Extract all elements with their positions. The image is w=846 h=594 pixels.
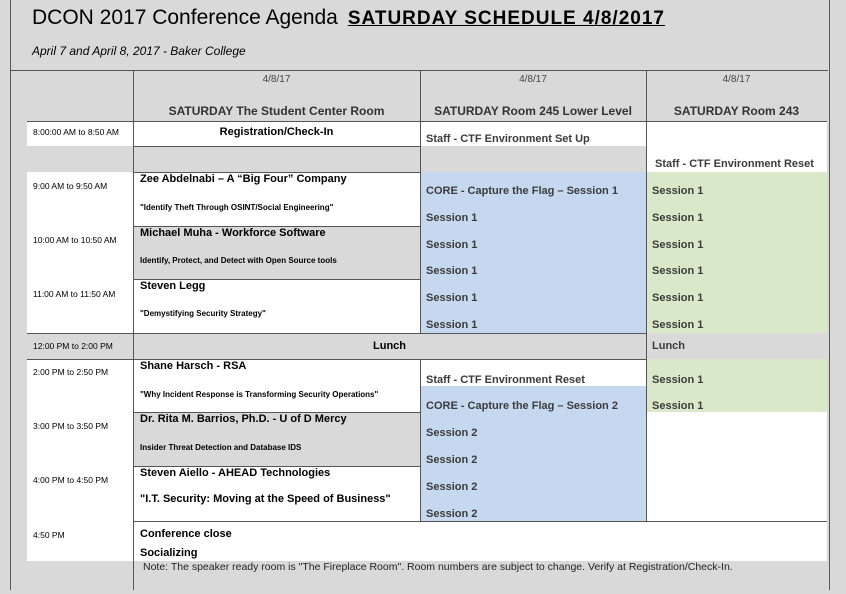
conference-close: Conference close: [140, 528, 232, 540]
talk-title: "Identify Theft Through OSINT/Social Engineering": [140, 203, 334, 212]
session-cell: [133, 466, 420, 521]
room243-session: Session 1: [646, 199, 827, 226]
time-slot: 12:00 PM to 2:00 PM: [27, 333, 133, 359]
col2-header: SATURDAY Room 245 Lower Level: [434, 104, 632, 118]
student-center-gap: [133, 146, 420, 172]
speaker-name: Steven Legg: [140, 280, 206, 292]
grid-line: [133, 226, 420, 227]
room245-session: Session 2: [420, 412, 646, 439]
room245-reset: Staff - CTF Environment Reset: [420, 359, 646, 386]
time-gap: [27, 146, 133, 172]
room243-session: Session 1: [646, 253, 827, 279]
talk-title: Identify, Protect, and Detect with Open Source tools: [140, 256, 337, 265]
schedule-title: SATURDAY SCHEDULE 4/8/2017: [347, 8, 665, 29]
room243-session: Session 1: [646, 279, 827, 306]
room245-session: Session 2: [420, 439, 646, 466]
speaker-name: Michael Muha - Workforce Software: [140, 227, 326, 239]
grid-line: [133, 70, 134, 590]
room245-session: Session 1: [420, 306, 646, 333]
room245-gap: [420, 146, 646, 172]
socializing: Socializing: [140, 547, 198, 559]
room243-session: Session 1: [646, 226, 827, 253]
grid-line: [133, 279, 420, 280]
col1-date: 4/8/17: [262, 74, 291, 85]
grid-line: [420, 70, 421, 333]
grid-line: [133, 172, 420, 173]
session-cell: [133, 172, 420, 226]
speaker-name: Shane Harsch - RSA: [140, 360, 247, 372]
room245-session: Session 2: [420, 493, 646, 521]
speaker-name: Zee Abdelnabi – A “Big Four” Company: [140, 173, 347, 185]
time-slot: 4:00 PM to 4:50 PM: [27, 466, 133, 521]
col1-header: SATURDAY The Student Center Room: [168, 104, 385, 118]
page-subtitle: April 7 and April 8, 2017 - Baker College: [32, 44, 246, 58]
room245-session: Session 1: [420, 226, 646, 253]
time-slot: 11:00 AM to 11:50 AM: [27, 279, 133, 333]
room245-session: CORE - Capture the Flag – Session 2: [420, 386, 646, 412]
footer-note: Note: The speaker ready room is "The Fireplace Room". Room numbers are subject to change. Verify at Registration/Check-In.: [143, 561, 733, 573]
room245-session: Session 1: [420, 279, 646, 306]
room243-session: Session 1: [646, 386, 827, 412]
time-slot: 2:00 PM to 2:50 PM: [27, 359, 133, 412]
grid-line: [420, 359, 421, 521]
speaker-name: Steven Aiello - AHEAD Technologies: [140, 467, 331, 479]
time-slot: 10:00 AM to 10:50 AM: [27, 226, 133, 279]
session-cell: [133, 359, 420, 412]
room245-session: Session 1: [420, 199, 646, 226]
col2-date: 4/8/17: [519, 74, 547, 85]
room245-session: CORE - Capture the Flag – Session 1: [420, 172, 646, 199]
grid-line: [133, 146, 420, 147]
talk-title: "Demystifying Security Strategy": [140, 309, 266, 318]
time-slot: 4:50 PM: [27, 521, 133, 561]
room245-setup: Staff - CTF Environment Set Up: [420, 121, 646, 146]
grid-line: [646, 70, 647, 521]
session-cell: [133, 226, 420, 279]
page-title: [32, 6, 665, 30]
room243-session: Session 1: [646, 359, 827, 386]
closing-cell: [133, 521, 827, 561]
room243-empty: [646, 121, 827, 146]
grid-line: [27, 333, 646, 334]
room243-lunch: Lunch: [646, 333, 827, 359]
col3-date: 4/8/17: [722, 74, 751, 85]
grid-line: [133, 521, 827, 522]
grid-line: [27, 359, 646, 360]
time-slot: 3:00 PM to 3:50 PM: [27, 412, 133, 466]
session-cell: [133, 412, 420, 466]
talk-title: "I.T. Security: Moving at the Speed of Business": [140, 493, 391, 505]
speaker-name: Dr. Rita M. Barrios, Ph.D. - U of D Mercy: [140, 413, 347, 425]
room243-reset: Staff - CTF Environment Reset: [646, 146, 827, 172]
talk-title: "Why Incident Response is Transforming Security Operations": [140, 390, 379, 399]
conference-title: DCON 2017 Conference Agenda: [32, 6, 338, 29]
grid-line: [133, 412, 420, 413]
room243-empty: [646, 412, 827, 521]
grid-line: [133, 466, 420, 467]
room243-session: Session 1: [646, 172, 827, 199]
room245-session: Session 1: [420, 253, 646, 279]
session-cell: [133, 279, 420, 333]
registration-cell: Registration/Check-In: [133, 121, 420, 146]
time-slot: 8:00:00 AM to 8:50 AM: [27, 121, 133, 146]
grid-line: [27, 121, 827, 122]
room245-session: Session 2: [420, 466, 646, 493]
talk-title: Insider Threat Detection and Database IDS: [140, 443, 302, 452]
time-slot: 9:00 AM to 9:50 AM: [27, 172, 133, 226]
room243-session: Session 1: [646, 306, 827, 333]
lunch-cell: Lunch: [133, 333, 646, 359]
col3-header: SATURDAY Room 243: [673, 104, 800, 118]
